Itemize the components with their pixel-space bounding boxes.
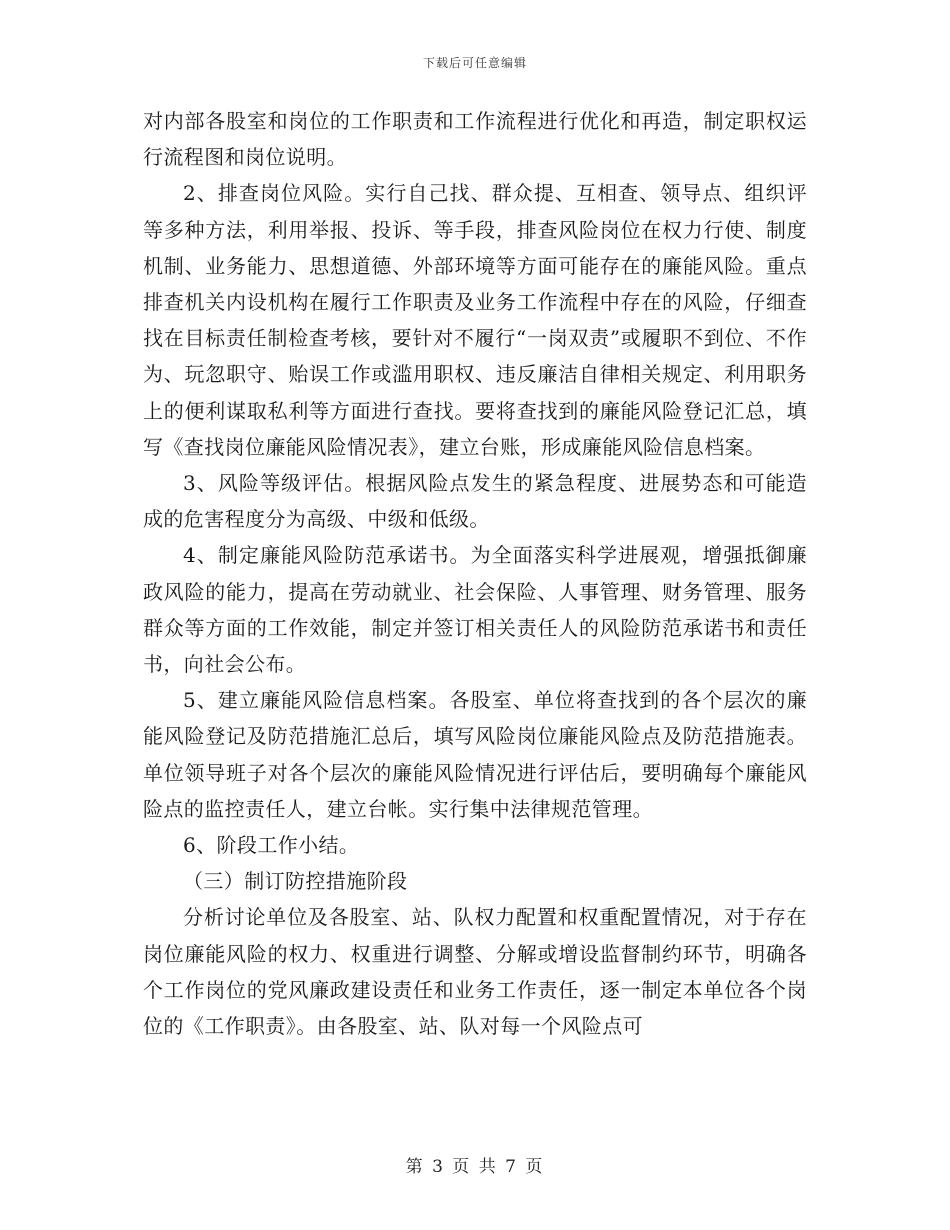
section-heading: （三）制订防控措施阶段 [183, 869, 408, 894]
paragraph-section-body: 分析讨论单位及各股室、站、队权力配置和权重配置情况，对于存在岗位廉能风险的权力、权重进行调整、分解或增设监督制约环节，明确各个工作岗位的党风廉政建设责任和业务工作责任，逐一制定本单位各个岗位的《工作职责》。由各股室、站、队对每一个风险点可 [143, 905, 807, 1039]
paragraph-item-3: 3、风险等级评估。根据风险点发生的紧急程度、进展势态和可能造成的危害程度分为高级、中级和低级。 [143, 471, 807, 532]
paragraph-item-5: 5、建立廉能风险信息档案。各股室、单位将查找到的各个层次的廉能风险登记及防范措施汇总后，填写风险岗位廉能风险点及防范措施表。单位领导班子对各个层次的廉能风险情况进行评估后，要明确每个廉能风险点的监控责任人，建立台帐。实行集中法律规范管理。 [143, 688, 807, 821]
paragraph-continuation: 对内部各股室和岗位的工作职责和工作流程进行优化和再造，制定职权运行流程图和岗位说明。 [143, 109, 807, 170]
page-number: 第 3 页 共 7 页 [405, 1157, 545, 1177]
page-header: 下载后可任意编辑 [422, 56, 527, 70]
paragraph-item-2: 2、排查岗位风险。实行自己找、群众提、互相查、领导点、组织评等多种方法，利用举报、投诉、等手段，排查风险岗位在权力行使、制度机制、业务能力、思想道德、外部环境等方面可能存在的廉能风险。重点排查机关内设机构在履行工作职责及业务工作流程中存在的风险，仔细查找在目标责任制检查考核，要针对不履行“一岗双责”或履职不到位、不作为、玩忽职守、贻误工作或滥用职权、违反廉洁自律相关规定、利用职务上的便利谋取私利等方面进行查找。要将查找到的廉能风险登记汇总，填写《查找岗位廉能风险情况表》，建立台账，形成廉能风险信息档案。 [143, 181, 807, 459]
paragraph-item-4: 4、制定廉能风险防范承诺书。为全面落实科学进展观，增强抵御廉政风险的能力，提高在劳动就业、社会保险、人事管理、财务管理、服务群众等方面的工作效能，制定并签订相关责任人的风险防范承诺书和责任书，向社会公布。 [143, 543, 807, 677]
document-body [143, 103, 807, 1044]
paragraph-item-6: 6、阶段工作小结。 [183, 833, 360, 858]
